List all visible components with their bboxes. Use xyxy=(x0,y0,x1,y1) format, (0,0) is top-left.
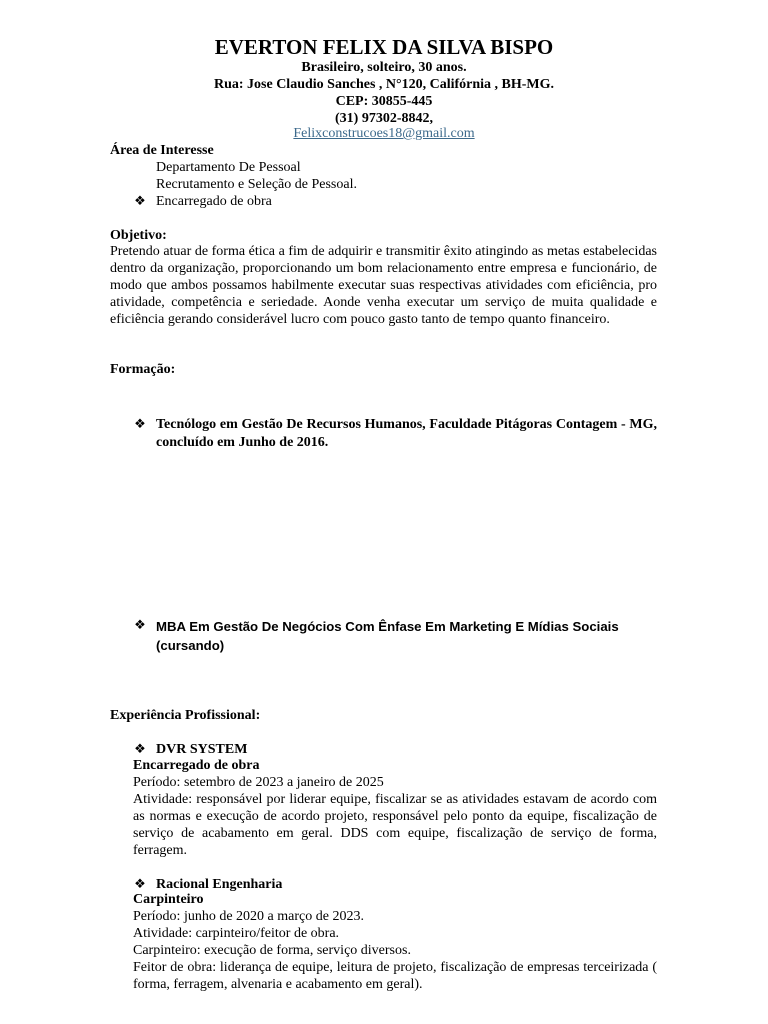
education-item-text: MBA Em Gestão De Negócios Com Ênfase Em Marketing E Mídias Sociais (cursando) xyxy=(156,619,619,653)
interest-item: Recrutamento e Seleção de Pessoal. xyxy=(156,177,357,192)
diamond-bullet-icon: ❖ xyxy=(134,742,146,757)
interest-item: Encarregado de obra xyxy=(156,194,272,209)
interest-heading: Área de Interesse xyxy=(110,143,214,158)
education-item-text: Tecnólogo em Gestão De Recursos Humanos, Faculdade Pitágoras Contagem - MG, concluído em Junho de 2016. xyxy=(156,417,657,450)
objective-text: Pretendo atuar de forma ética a fim de adquirir e transmitir êxito atingindo as metas estabelecidas dentro da organização, proporcionando um bom relacionamento entre empresa e funcionário, de modo que ambos possamos habilmente executar suas respectivas atividades com eficiência, pro atividade, competência e seriedade. Aonde venha executar um serviço de muita qualidade e eficiência gerando considerável lucro com pouco gasto tanto de tempo quanto financeiro. xyxy=(110,244,657,327)
candidate-name: EVERTON FELIX DA SILVA BISPO xyxy=(214,35,554,59)
objective-heading: Objetivo: xyxy=(110,228,167,243)
company-name: DVR SYSTEM xyxy=(156,742,248,757)
interest-bullet-item xyxy=(133,193,272,210)
diamond-bullet-icon: ❖ xyxy=(134,417,146,432)
job-company xyxy=(133,876,282,893)
job-detail: Carpinteiro: execução de forma, serviço diversos. xyxy=(133,943,411,958)
job-role: Encarregado de obra xyxy=(133,758,260,773)
job-activity: Atividade: carpinteiro/feitor de obra. xyxy=(133,926,340,941)
job-activity: Atividade: responsável por liderar equipe, fiscalizar se as atividades estavam de acordo com as normas e execução de acordo projeto, responsável pelo ponto da equipe, fiscalização de serviço de acabamento em geral. DDS com equipe, fiscalização de serviço de forma, ferragem. xyxy=(133,792,657,858)
job-period: Período: junho de 2020 a março de 2023. xyxy=(133,909,364,924)
company-name: Racional Engenharia xyxy=(156,877,283,892)
address: Rua: Jose Claudio Sanches , N°120, Califórnia , BH-MG. xyxy=(213,77,555,92)
postal-code: CEP: 30855-445 xyxy=(335,94,433,109)
interest-item: Departamento De Pessoal xyxy=(156,160,301,175)
diamond-bullet-icon: ❖ xyxy=(134,877,146,892)
email-link[interactable]: Felixconstrucoes18@gmail.com xyxy=(293,126,475,141)
job-detail: Feitor de obra: liderança de equipe, leitura de projeto, fiscalização de empresas terceirizada ( forma, ferragem, alvenaria e acabamento em geral). xyxy=(133,960,657,992)
education-heading: Formação: xyxy=(110,362,176,377)
job-role: Carpinteiro xyxy=(133,892,204,907)
personal-info: Brasileiro, solteiro, 30 anos. xyxy=(301,60,467,75)
experience-heading: Experiência Profissional: xyxy=(110,708,261,723)
job-period: Período: setembro de 2023 a janeiro de 2025 xyxy=(133,775,384,790)
phone: (31) 97302-8842, xyxy=(335,111,433,126)
diamond-bullet-icon: ❖ xyxy=(134,618,146,633)
job-company xyxy=(133,741,247,758)
diamond-bullet-icon: ❖ xyxy=(134,194,146,209)
